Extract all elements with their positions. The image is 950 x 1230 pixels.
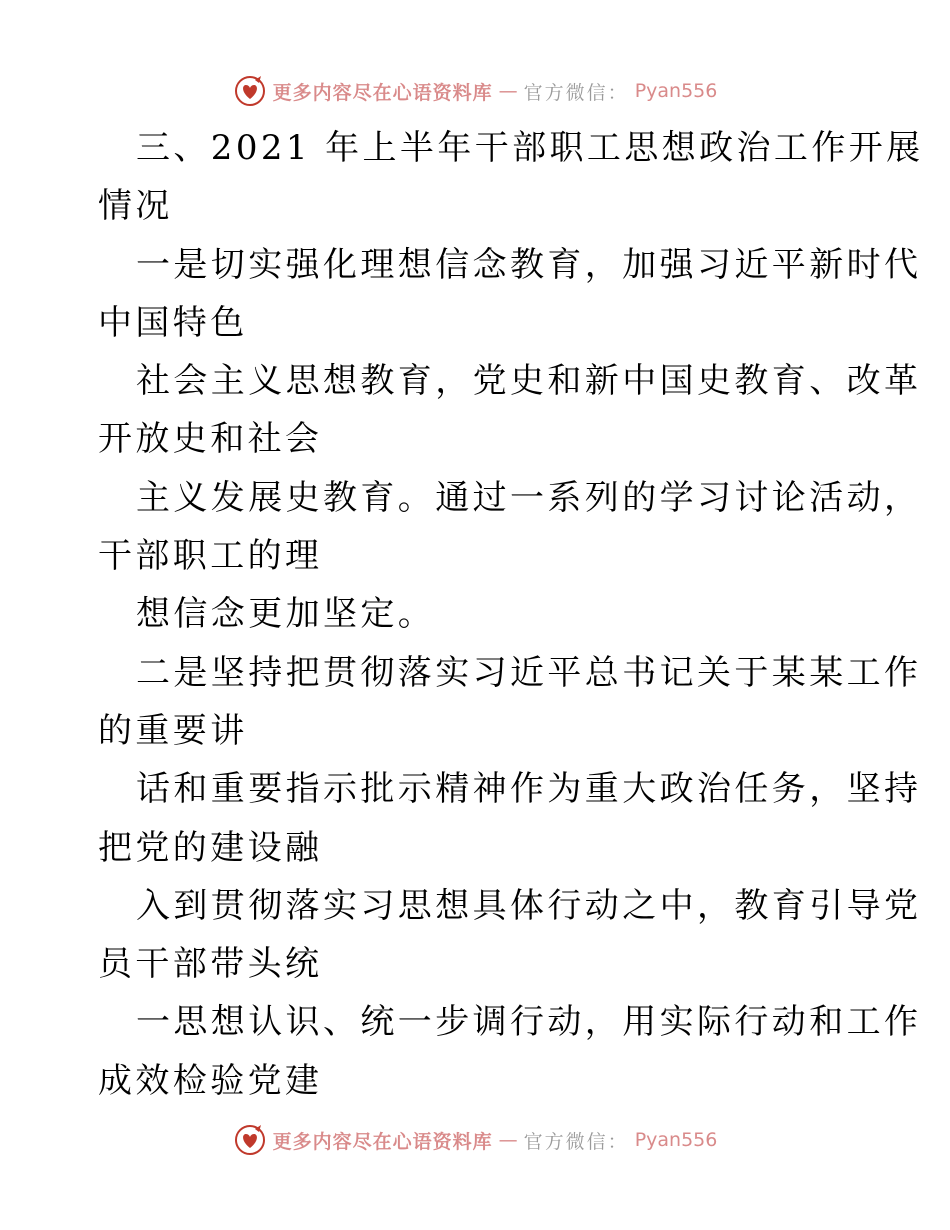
text-line: 社会主义思想教育，党史和新中国史教育、改革 [136,361,922,402]
document-body [98,119,924,1110]
text-line: 情况 [98,186,173,227]
watermark-footer [0,1120,950,1160]
text-line: 干部职工的理 [98,536,323,577]
text-line: 二是坚持把贯彻落实习近平总书记关于某某工作 [136,652,922,693]
text-line: 员干部带头统 [98,944,323,985]
text-line: 开放史和社会 [98,419,323,460]
watermark-wechat-id: Pyan556 [634,80,718,102]
text-line: 的重要讲 [98,710,248,751]
section-heading: 三、2021 年上半年干部职工思想政治工作开展 [136,128,924,168]
heart-pen-logo-icon [233,1123,267,1157]
text-line: 想信念更加坚定。 [136,594,436,635]
watermark-dash: — [498,80,518,102]
text-line: 主义发展史教育。通过一系列的学习讨论活动， [136,477,922,518]
text-line: 一思想认识、统一步调行动，用实际行动和工作 [136,1002,922,1043]
text-line: 中国特色 [98,302,248,343]
watermark-brand: 更多内容尽在心语资料库 [272,1130,493,1153]
watermark-brand: 更多内容尽在心语资料库 [272,81,493,104]
watermark-label: 官方微信： [523,81,629,104]
watermark-label: 官方微信： [523,1130,629,1153]
text-line: 把党的建设融 [98,827,323,868]
text-line: 一是切实强化理想信念教育，加强习近平新时代 [136,244,922,285]
text-line: 话和重要指示批示精神作为重大政治任务，坚持 [136,769,922,810]
text-line: 入到贯彻落实习思想具体行动之中，教育引导党 [136,885,922,926]
text-line: 成效检验党建 [98,1060,323,1101]
heart-pen-logo-icon [233,74,267,108]
watermark-dash: — [498,1129,518,1151]
watermark-header [0,71,950,111]
watermark-wechat-id: Pyan556 [634,1129,718,1151]
